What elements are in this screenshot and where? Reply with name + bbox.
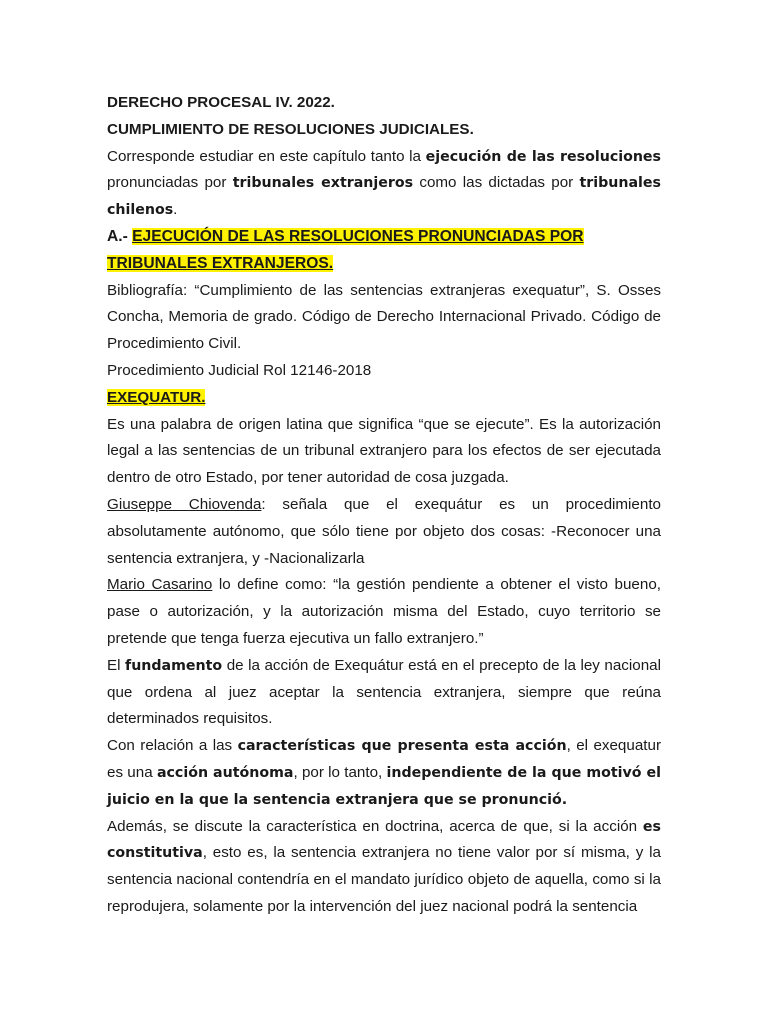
fundamento-bold: fundamento xyxy=(125,657,223,674)
title-line-2: CUMPLIMIENTO DE RESOLUCIONES JUDICIALES. xyxy=(107,120,474,138)
caracteristicas-paragraph xyxy=(107,733,661,813)
chiovenda-paragraph xyxy=(107,492,661,572)
section-a-heading xyxy=(107,224,661,278)
chiovenda-text: : señala que el exequátur es un procedimiento absolutamente autónomo, que sólo tiene por objeto dos cosas: -Reconocer una sentencia extranjera, y -Nacionalizarla xyxy=(107,495,661,567)
exequatur-heading-line xyxy=(107,385,661,412)
intro-bold-2: tribunales extranjeros xyxy=(232,175,414,192)
section-a-title: EJECUCIÓN DE LAS RESOLUCIONES PRONUNCIADAS POR TRIBUNALES EXTRANJEROS. xyxy=(107,227,584,272)
ademas-paragraph xyxy=(107,814,661,921)
document-body xyxy=(107,90,661,921)
intro-bold-1: ejecución de las resoluciones xyxy=(425,148,662,165)
intro-paragraph xyxy=(107,144,661,224)
intro-text-1: Corresponde estudiar en este capítulo tanto la xyxy=(107,147,426,165)
fundamento-text-1: El xyxy=(107,656,126,674)
bibliography-paragraph: Bibliografía: “Cumplimiento de las sentencias extranjeras exequatur”, S. Osses Concha, Memoria de grado. Código de Derecho Internacional Privado. Código de Procedimiento Civil. xyxy=(107,281,661,353)
intro-text-4: . xyxy=(173,201,178,219)
intro-text-3: como las dictadas por xyxy=(413,174,580,192)
caracteristicas-text-1: Con relación a las xyxy=(107,737,238,755)
procedure-reference: Procedimiento Judicial Rol 12146-2018 xyxy=(107,361,372,379)
section-a-prefix: A.- xyxy=(107,227,133,245)
fundamento-paragraph xyxy=(107,653,661,733)
intro-text-2: pronunciadas por xyxy=(107,174,233,192)
definition-paragraph: Es una palabra de origen latina que significa “que se ejecute”. Es la autorización legal a las sentencias de un tribunal extranjero para los efectos de ser ejecutada dentro de otro Estado, por tener autoridad de cosa juzgada. xyxy=(107,415,661,487)
chiovenda-name: Giuseppe Chiovenda xyxy=(107,495,262,513)
ademas-text-2: , esto es, la sentencia extranjera no tiene valor por sí misma, y la sentencia nacional contendría en el mandato jurídico objeto de aquella, como si la reprodujera, solamente por la intervención del juez nacional podrá la sentencia xyxy=(107,844,661,915)
title-line-1: DERECHO PROCESAL IV. 2022. xyxy=(107,94,335,111)
caracteristicas-bold-1: características que presenta esta acción xyxy=(237,738,567,755)
caracteristicas-bold-2: acción autónoma xyxy=(156,764,294,781)
casarino-name: Mario Casarino xyxy=(107,576,213,594)
casarino-paragraph xyxy=(107,572,661,652)
fundamento-text-2: de la acción de Exequátur está en el precepto de la ley nacional que ordena al juez aceptar la sentencia extranjera, siempre que reúna determinados requisitos. xyxy=(107,656,661,728)
casarino-text: lo define como: “la gestión pendiente a obtener el visto bueno, pase o autorización, y la autorización misma del Estado, cuyo territorio se pretende que tenga fuerza ejecutiva un fallo extranjero.” xyxy=(107,576,661,647)
exequatur-heading: EXEQUATUR. xyxy=(107,388,206,406)
caracteristicas-text-3: , por lo tanto, xyxy=(293,763,387,781)
caracteristicas-bold-3: independiente de la que motivó el juicio en la que la sentencia extranjera que se pronunció. xyxy=(107,764,662,808)
ademas-text-1: Además, se discute la característica en doctrina, acerca de que, si la acción xyxy=(107,817,643,835)
intro-bold-3: tribunales chilenos xyxy=(107,175,661,219)
caracteristicas-text-2: , el exequatur es una xyxy=(107,737,661,781)
ademas-bold: es constitutiva xyxy=(107,818,661,862)
